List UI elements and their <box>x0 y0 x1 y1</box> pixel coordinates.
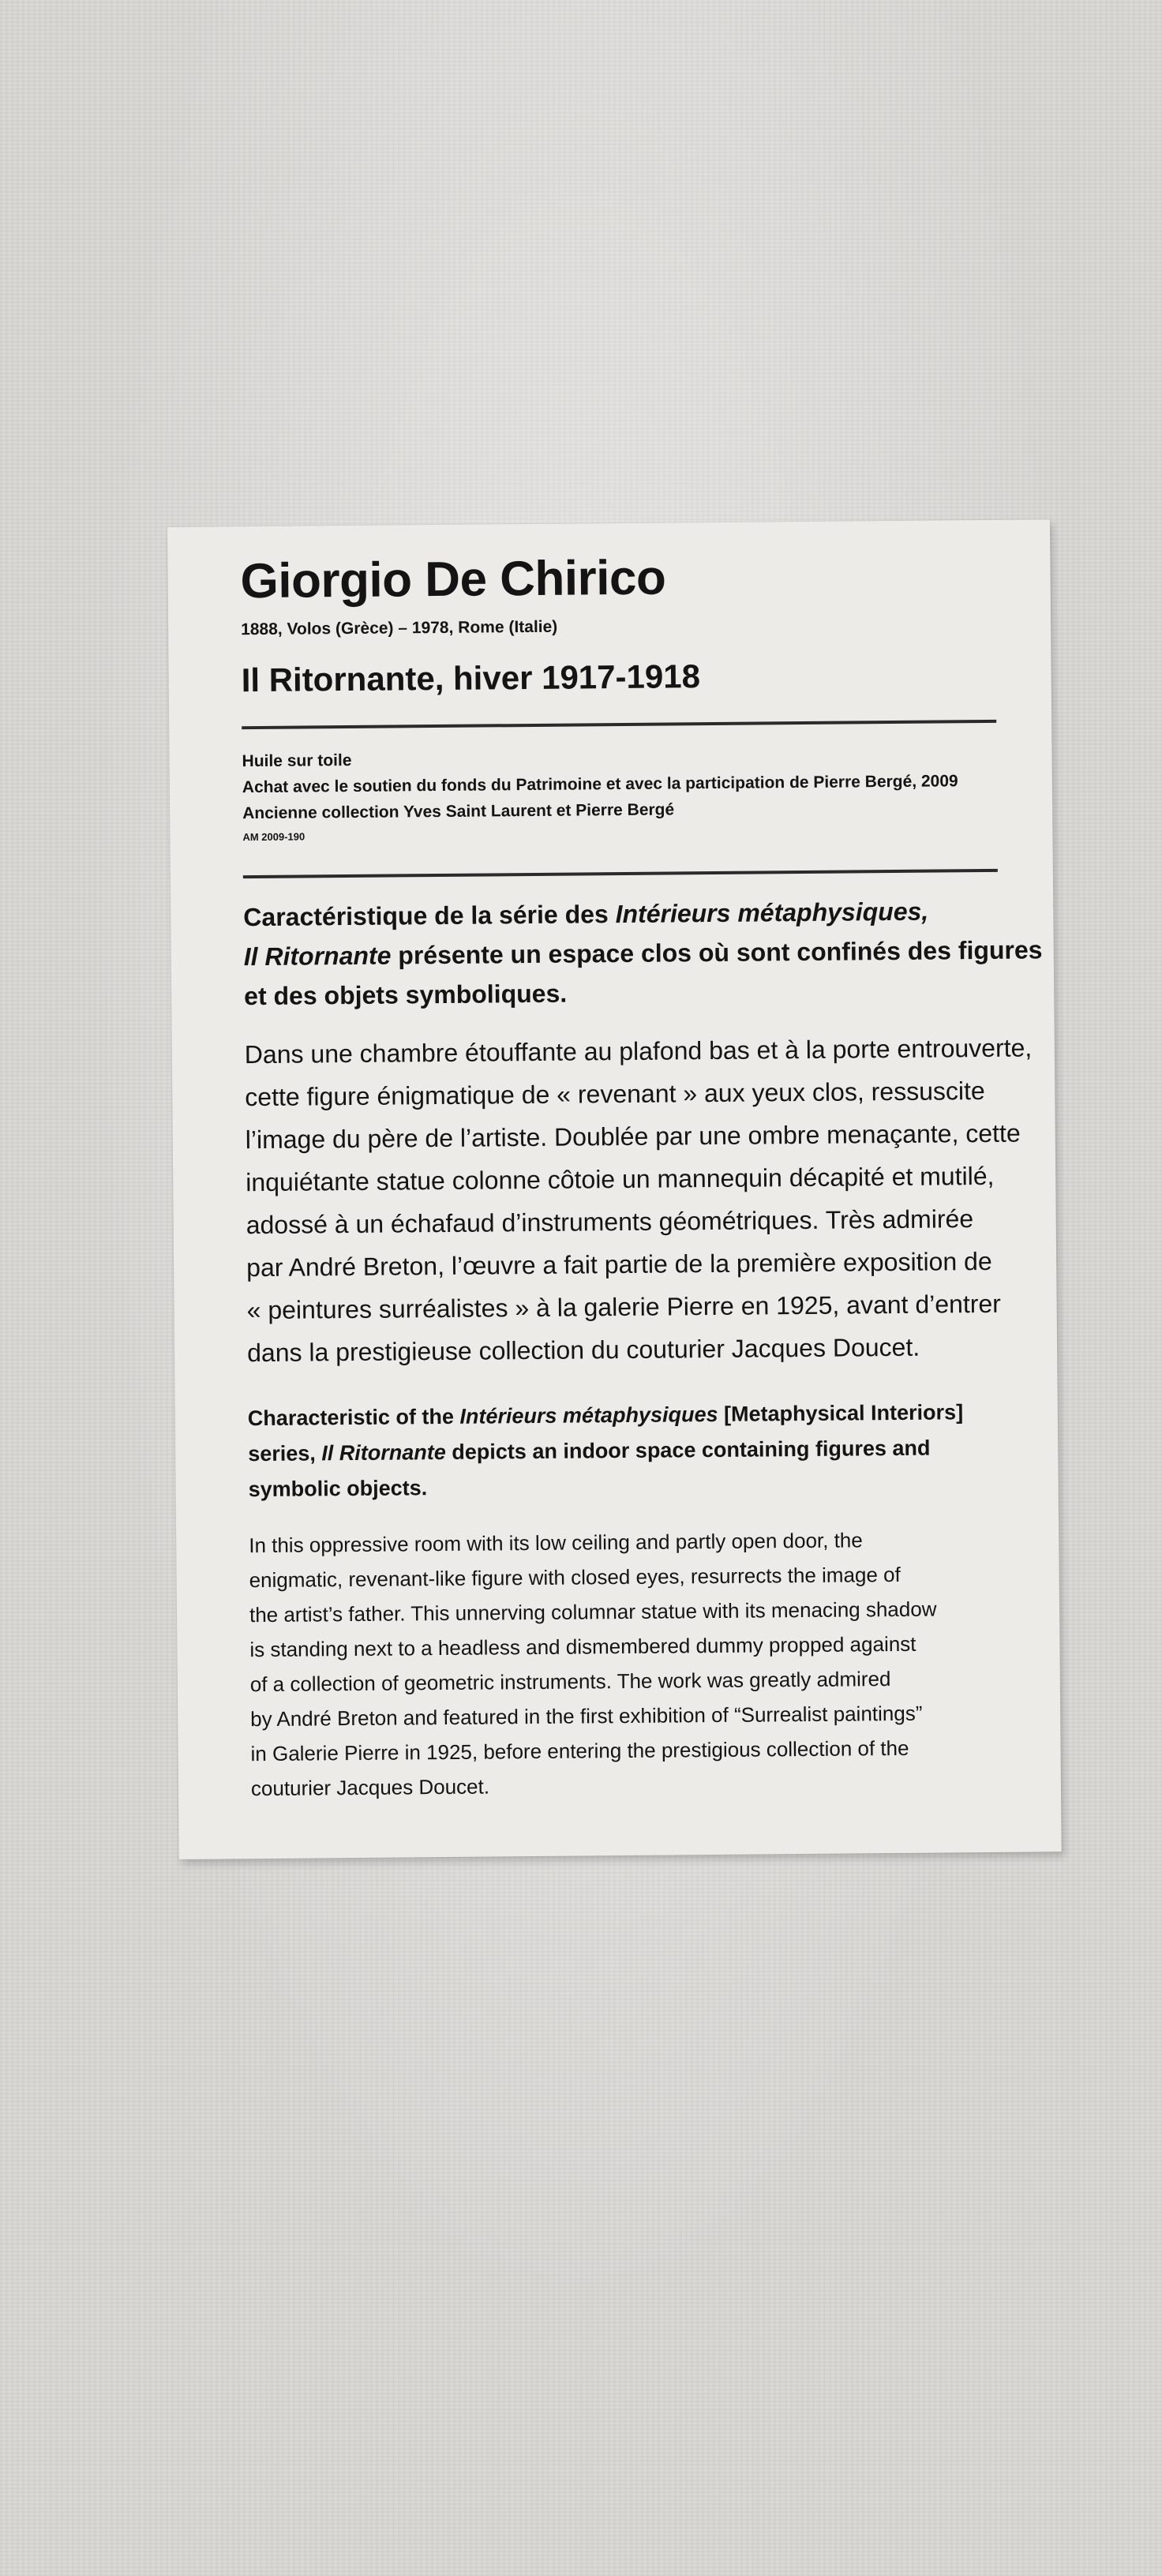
french-body-line: cette figure énigmatique de « revenant » aux yeux clos, ressuscite <box>245 1076 985 1112</box>
french-body-line: par André Breton, l’œuvre a fait partie de la première exposition de <box>246 1247 992 1282</box>
french-body-line: inquiétante statue colonne côtoie un mannequin décapité et mutilé, <box>246 1162 995 1197</box>
divider-top <box>242 720 996 729</box>
french-body-paragraph <box>244 1027 1033 1374</box>
english-lead-line: series, Il Ritornante depicts an indoor space containing figures and <box>248 1436 931 1466</box>
acquisition-credit: Achat avec le soutien du fonds du Patrimoine et avec la participation de Pierre Bergé, 2009 <box>242 772 958 797</box>
english-body-line: of a collection of geometric instruments. The work was greatly admired <box>249 1667 891 1697</box>
french-body-line: « peintures surréalistes » à la galerie Pierre en 1925, avant d’entrer <box>246 1290 1002 1325</box>
provenance: Ancienne collection Yves Saint Laurent et Pierre Bergé <box>242 800 675 823</box>
french-body-line: dans la prestigieuse collection du couturier Jacques Doucet. <box>246 1333 920 1368</box>
english-lead-line: Characteristic of the Intérieurs métaphysiques [Metaphysical Interiors] <box>247 1400 964 1431</box>
french-body-line: Dans une chambre étouffante au plafond bas et à la porte entrouverte, <box>244 1033 1033 1069</box>
french-lead-paragraph <box>243 891 1043 1016</box>
english-body-line: in Galerie Pierre in 1925, before entering the prestigious collection of the <box>250 1736 909 1766</box>
english-body-line: couturier Jacques Doucet. <box>250 1774 490 1801</box>
english-lead-line: symbolic objects. <box>248 1476 428 1502</box>
english-body-line: by André Breton and featured in the first exhibition of “Surrealist paintings” <box>250 1702 923 1732</box>
museum-wall-label <box>167 519 1062 1859</box>
english-body-line: the artist’s father. This unnerving columnar statue with its menacing shadow <box>249 1597 937 1627</box>
artist-life-dates: 1888, Volos (Grèce) – 1978, Rome (Italie) <box>241 617 558 639</box>
french-body-line: adossé à un échafaud d’instruments géométriques. Très admirée <box>246 1204 974 1240</box>
inventory-number: AM 2009-190 <box>242 830 305 844</box>
french-lead-line: et des objets symboliques. <box>244 979 568 1011</box>
artwork-title: Il Ritornante, hiver 1917-1918 <box>241 657 701 699</box>
french-body-line: l’image du père de l’artiste. Doublée par une ombre menaçante, cette <box>245 1118 1021 1155</box>
english-body-paragraph <box>249 1522 1006 1806</box>
english-lead-paragraph <box>248 1395 1003 1507</box>
medium: Huile sur toile <box>242 751 352 771</box>
english-body-line: is standing next to a headless and dismembered dummy propped against <box>249 1632 916 1662</box>
english-body-line: enigmatic, revenant-like figure with closed eyes, resurrects the image of <box>249 1563 901 1593</box>
english-body-line: In this oppressive room with its low ceiling and partly open door, the <box>249 1528 863 1558</box>
artwork-metadata <box>242 742 997 845</box>
french-lead-line: Caractéristique de la série des Intérieurs métaphysiques, <box>243 897 929 932</box>
artist-name: Giorgio De Chirico <box>240 550 666 609</box>
french-lead-line: Il Ritornante présente un espace clos où sont confinés des figures <box>243 935 1043 972</box>
divider-bottom <box>243 869 998 878</box>
